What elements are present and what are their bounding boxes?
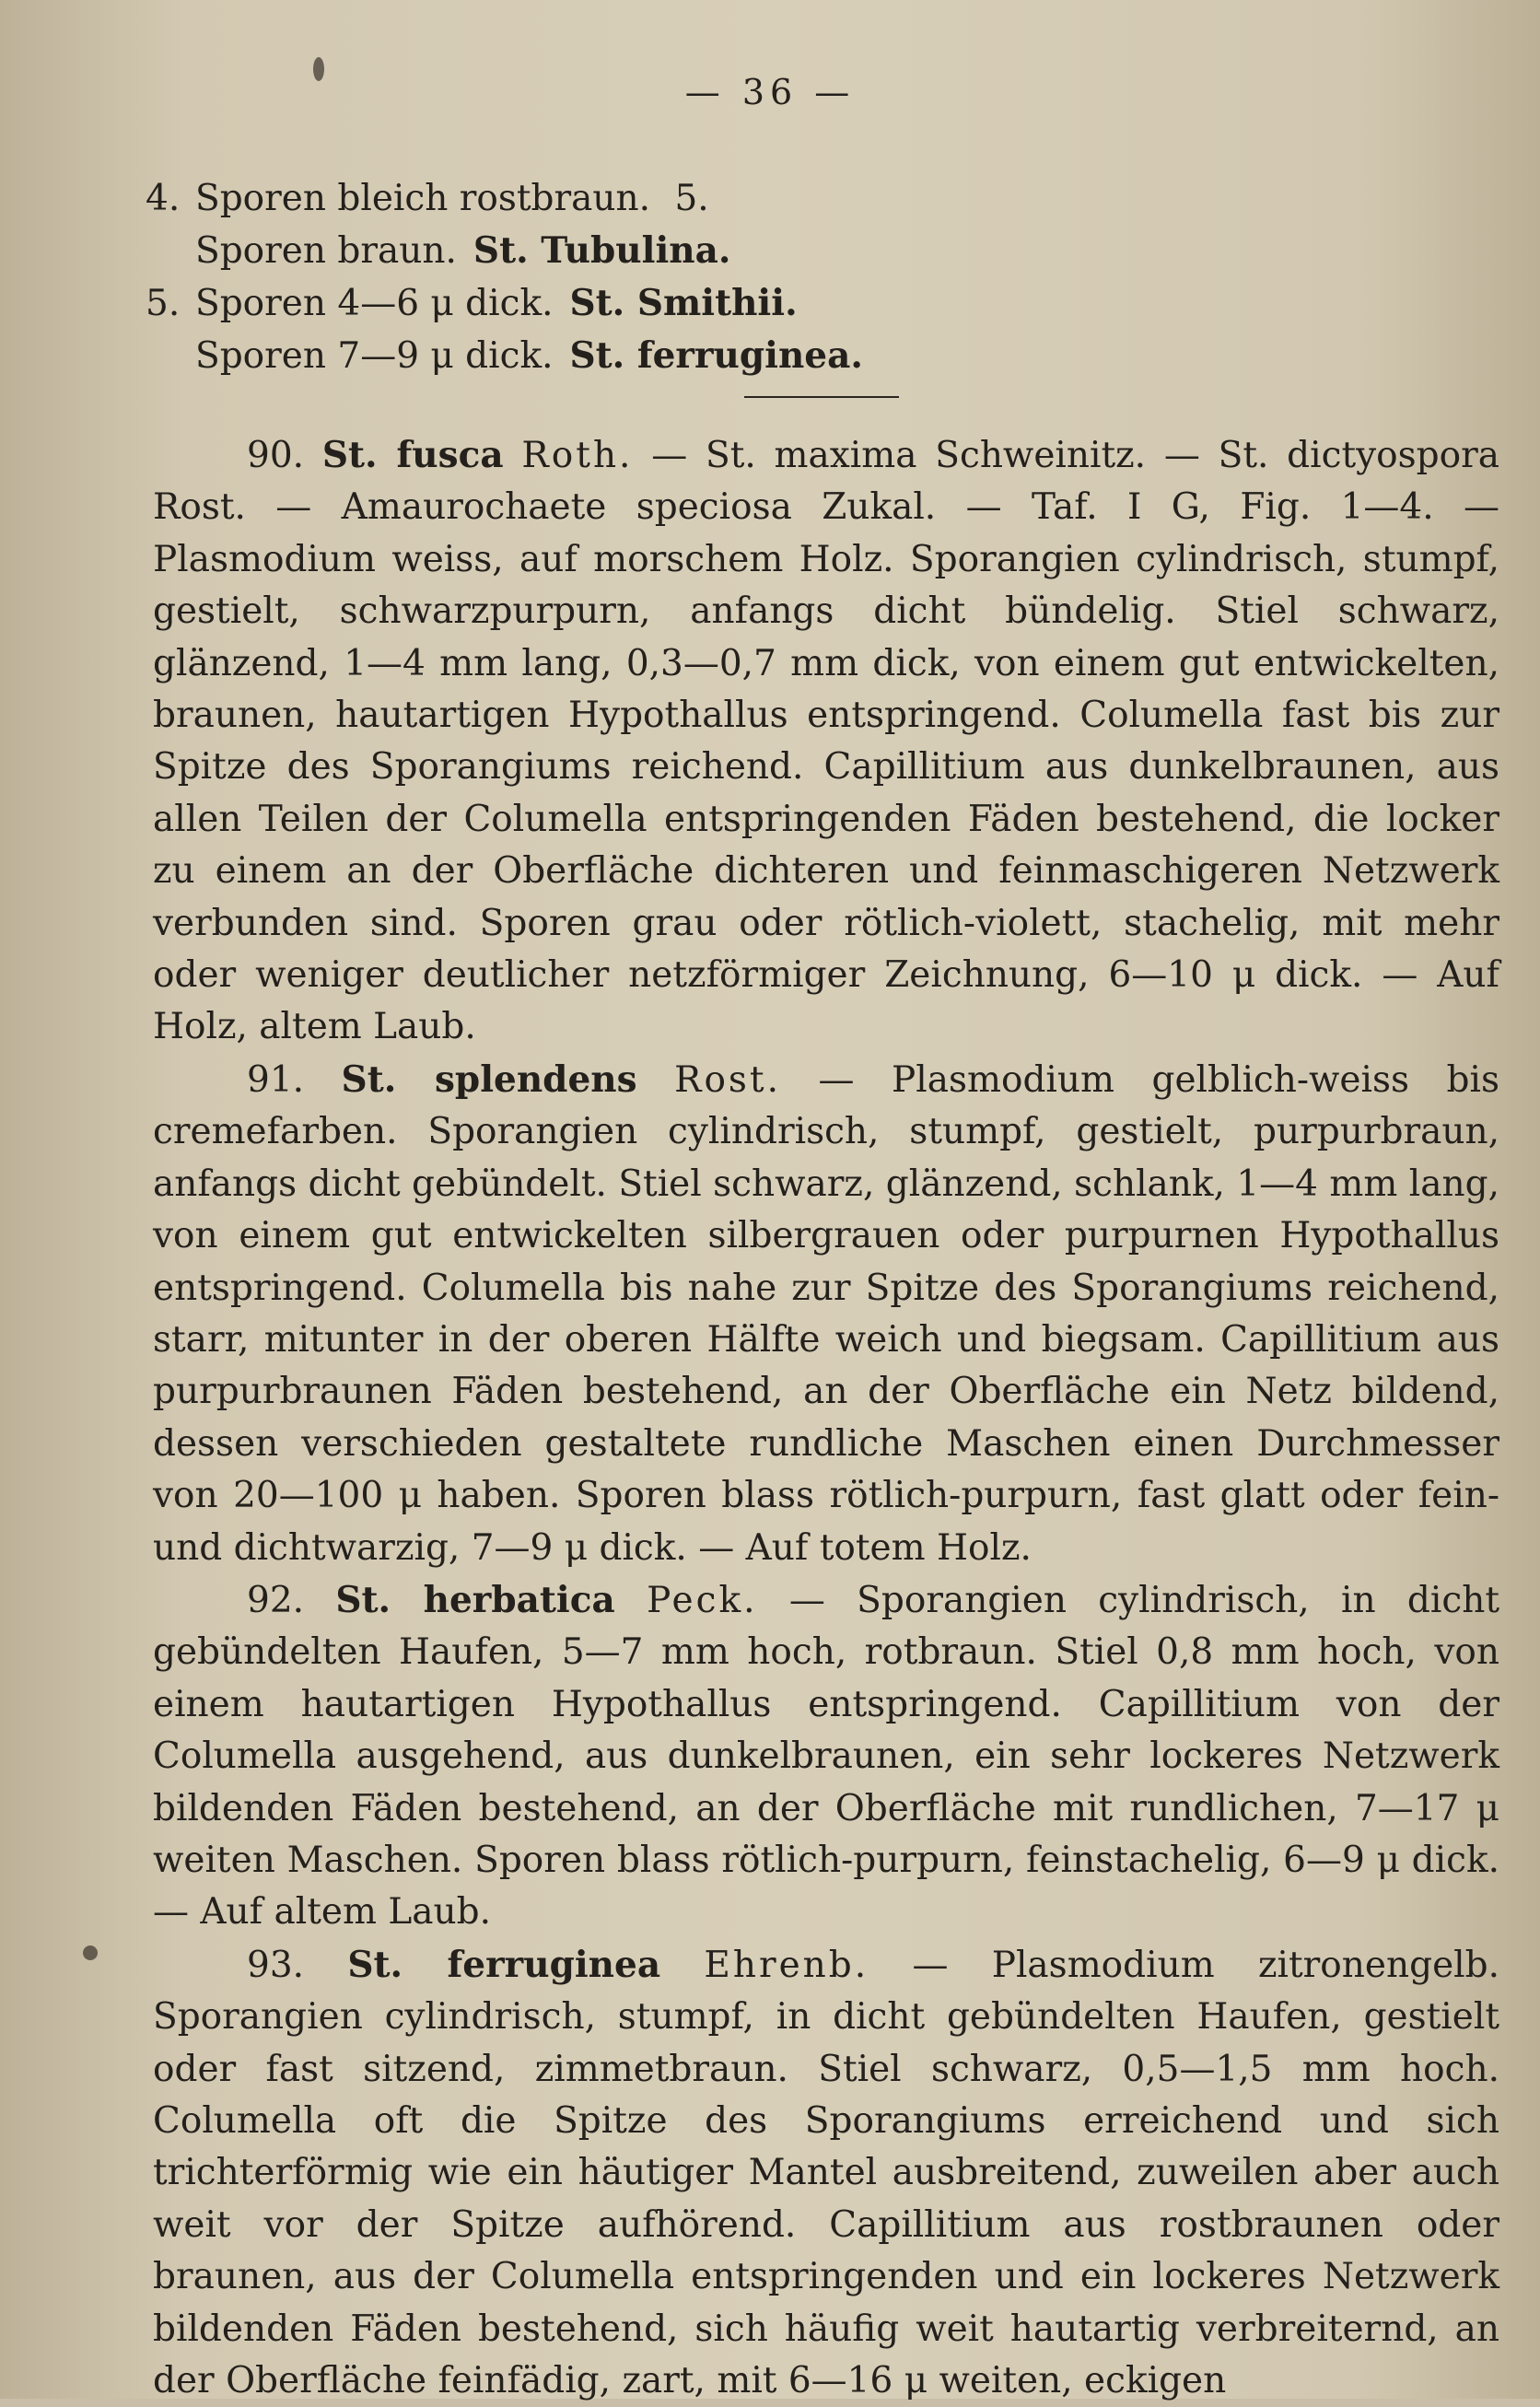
species-number: 91. xyxy=(247,1058,305,1101)
key-line xyxy=(146,225,1435,277)
species-number: 90. xyxy=(247,435,305,476)
species-entry xyxy=(153,1939,1499,2407)
key-number: 5. xyxy=(146,283,181,324)
key-ref: 5. xyxy=(674,178,709,219)
species-description: — Plasmodium gelblich-weiss bis cremefarben. Sporangien cylindrisch, stumpf, gestielt, purpurbraun, anfangs dicht gebündelt. Stiel schwarz, glänzend, schlank, 1—4 mm lang, von einem gut entwickelten silbergrauen oder purpurnen Hypothallus entspringend. Columella bis nahe zur Spitze des Sporangiums reichend, starr, mitunter in der oberen Hälfte weich und biegsam. Capillitium aus purpurbraunen Fäden bestehend, an der Oberfläche ein Netz bildend, dessen verschieden gestaltete rundliche Maschen einen Durchmesser von 20—100 μ haben. Sporen blass rötlich-purpurn, fast glatt oder fein- und dichtwarzig, 7—9 μ dick. — Auf totem Holz. xyxy=(153,1058,1499,1569)
species-name: St. herbatica xyxy=(335,1578,615,1621)
key-line xyxy=(146,330,1435,382)
species-descriptions xyxy=(153,429,1499,2407)
key-text: Sporen 4—6 μ dick. xyxy=(195,283,554,324)
ink-blot xyxy=(83,1945,98,1960)
species-name: St. fusca xyxy=(321,434,504,476)
key-ref: St. ferruginea. xyxy=(569,334,863,377)
key-line xyxy=(146,173,1435,225)
species-author: Ehrenb. xyxy=(704,1944,869,1986)
identification-key xyxy=(146,173,1435,382)
species-entry xyxy=(153,1054,1499,1574)
species-number: 92. xyxy=(247,1579,305,1621)
species-number: 93. xyxy=(247,1944,305,1986)
key-ref: St. Tubulina. xyxy=(472,229,731,272)
key-ref: St. Smithii. xyxy=(569,282,798,324)
species-entry xyxy=(153,429,1499,1054)
species-name: St. splendens xyxy=(341,1057,637,1101)
species-description: — St. maxima Schweinitz. — St. dictyospora Rost. — Amaurochaete speciosa Zukal. — Taf. I G, Fig. 1—4. — Plasmodium weiss, auf morschem Holz. Sporangien cylindrisch, stumpf, gestielt, schwarzpurpurn, anfangs dicht bündelig. Stiel schwarz, glänzend, 1—4 mm lang, 0,3—0,7 mm dick, von einem gut entwickelten, braunen, hautartigen Hypothallus entspringend. Columella fast bis zur Spitze des Sporangiums reichend. Capillitium aus dunkelbraunen, aus allen Teilen der Columella entspringenden Fäden bestehend, die locker zu einem an der Oberfläche dichteren und feinmaschigeren Netzwerk verbunden sind. Sporen grau oder rötlich-violett, stachelig, mit mehr oder weniger deutlicher netzförmiger Zeichnung, 6—10 μ dick. — Auf Holz, altem Laub. xyxy=(153,435,1499,1048)
page-number: — 36 — xyxy=(684,72,856,112)
species-author: Roth. xyxy=(521,435,634,476)
key-text: Sporen bleich rostbraun. xyxy=(195,178,651,219)
species-author: Peck. xyxy=(647,1579,758,1621)
species-author: Rost. xyxy=(674,1058,782,1101)
key-text: Sporen braun. xyxy=(195,230,457,272)
key-number: 4. xyxy=(146,178,181,219)
species-name: St. ferruginea xyxy=(347,1943,661,1986)
key-text: Sporen 7—9 μ dick. xyxy=(195,335,554,377)
species-description: — Sporangien cylindrisch, in dicht gebündelten Haufen, 5—7 mm hoch, rotbraun. Stiel 0,8 mm hoch, von einem hautartigen Hypothallus entspringend. Capillitium von der Columella ausgehend, aus dunkelbraunen, ein sehr lockeres Netzwerk bildenden Fäden bestehend, an der Oberfläche mit rundlichen, 7—17 μ weiten Maschen. Sporen blass rötlich-purpurn, feinstachelig, 6—9 μ dick. — Auf altem Laub. xyxy=(153,1579,1499,1934)
species-description: — Plasmodium zitronengelb. Sporangien cylindrisch, stumpf, in dicht gebündelten Haufen, gestielt oder fast sitzend, zimmetbraun. Stiel schwarz, 0,5—1,5 mm hoch. Columella oft die Spitze des Sporangiums erreichend und sich trichterförmig wie ein häutiger Mantel ausbreitend, zuweilen aber auch weit vor der Spitze aufhörend. Capillitium aus rostbraunen oder braunen, aus der Columella entspringenden und ein lockeres Netzwerk bildenden Fäden bestehend, sich häufig weit hautartig verbreiternd, an der Oberfläche feinfädig, zart, mit 6—16 μ weiten, eckigen xyxy=(153,1944,1499,2402)
key-line xyxy=(146,277,1435,330)
species-entry xyxy=(153,1574,1499,1939)
section-divider xyxy=(744,396,899,398)
